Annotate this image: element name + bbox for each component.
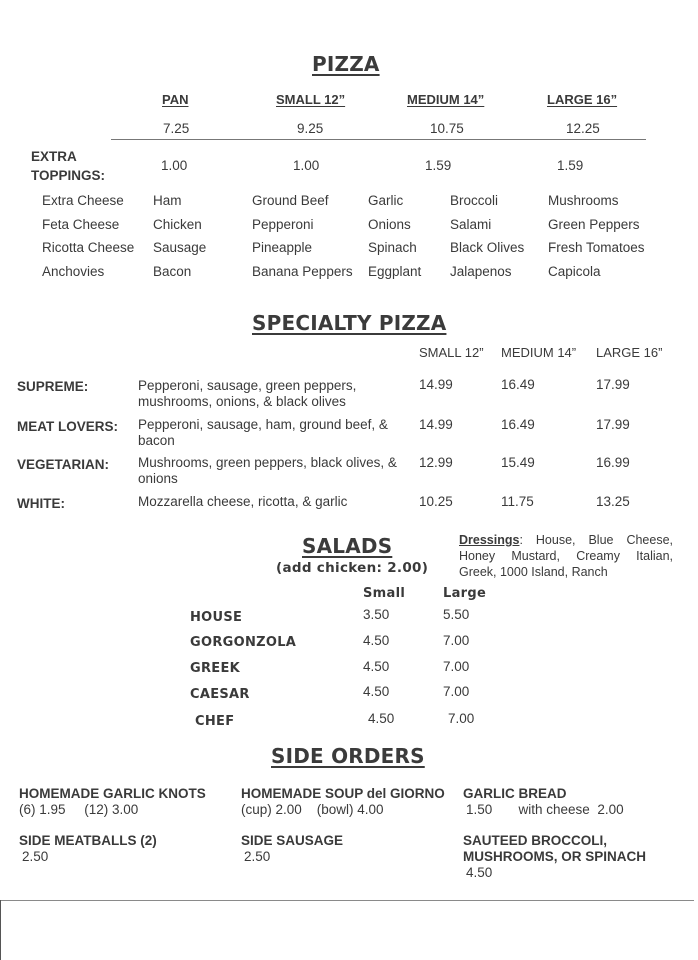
- dressings-note: [459, 532, 673, 580]
- extra-toppings-label-1: EXTRA: [31, 149, 77, 164]
- specialty-price-large: 13.25: [596, 494, 630, 509]
- specialty-name: MEAT LOVERS:: [17, 419, 118, 434]
- salad-size-large: Large: [443, 586, 487, 601]
- price-pan: 7.25: [163, 121, 190, 136]
- specialty-size-small: SMALL 12”: [419, 345, 484, 360]
- salad-name: CHEF: [195, 714, 235, 729]
- side-name: GARLIC BREAD: [463, 786, 567, 801]
- specialty-price-large: 17.99: [596, 377, 630, 392]
- topping: Ricotta Cheese: [42, 240, 135, 255]
- size-pan: PAN: [162, 92, 189, 107]
- topping: Banana Peppers: [252, 264, 353, 279]
- price-large: 12.25: [566, 121, 600, 136]
- topping: Black Olives: [450, 240, 525, 255]
- specialty-price-medium: 16.49: [501, 377, 535, 392]
- topping: Pineapple: [252, 240, 313, 255]
- side-name: HOMEMADE SOUP del GIORNO: [241, 786, 445, 801]
- specialty-price-small: 12.99: [419, 455, 453, 470]
- salad-price-large: 5.50: [443, 607, 470, 622]
- topping-price-medium: 1.59: [425, 158, 452, 173]
- salads-subtitle: (add chicken: 2.00): [276, 560, 429, 576]
- price-medium: 10.75: [430, 121, 464, 136]
- topping: Ham: [153, 193, 182, 208]
- topping-price-pan: 1.00: [161, 158, 188, 173]
- topping: Chicken: [153, 217, 202, 232]
- topping: Feta Cheese: [42, 217, 120, 232]
- salad-price-small: 4.50: [363, 659, 390, 674]
- side-name: HOMEMADE GARLIC KNOTS: [19, 786, 206, 801]
- salads-heading: SALADS: [302, 534, 393, 558]
- side-name: SAUTEED BROCCOLI,: [463, 833, 608, 848]
- specialty-name: SUPREME:: [17, 379, 89, 394]
- salad-price-large: 7.00: [443, 684, 470, 699]
- salad-price-small: 4.50: [363, 684, 390, 699]
- salad-price-small: 3.50: [363, 607, 390, 622]
- topping: Sausage: [153, 240, 207, 255]
- topping-price-large: 1.59: [557, 158, 584, 173]
- topping: Pepperoni: [252, 217, 314, 232]
- specialty-size-medium: MEDIUM 14”: [501, 345, 577, 360]
- side-orders-heading: SIDE ORDERS: [271, 744, 425, 768]
- specialty-price-small: 14.99: [419, 417, 453, 432]
- specialty-price-small: 14.99: [419, 377, 453, 392]
- pizza-heading: PIZZA: [312, 52, 380, 76]
- size-large: LARGE 16”: [547, 92, 618, 107]
- size-small: SMALL 12”: [276, 92, 346, 107]
- page-edge-line: [0, 900, 694, 901]
- specialty-desc: Pepperoni, sausage, ham, ground beef, & bacon: [138, 417, 388, 448]
- size-medium: MEDIUM 14”: [407, 92, 485, 107]
- specialty-price-medium: 15.49: [501, 455, 535, 470]
- salad-price-large: 7.00: [443, 633, 470, 648]
- dressings-list: : House, Blue Cheese, Honey Mustard, Creamy Italian, Greek, 1000 Island, Ranch: [459, 533, 673, 579]
- topping: Spinach: [368, 240, 417, 255]
- salad-name: GREEK: [190, 661, 241, 676]
- specialty-name: VEGETARIAN:: [17, 457, 110, 472]
- specialty-price-medium: 11.75: [501, 494, 534, 509]
- side-price: 2.50: [244, 849, 271, 864]
- side-price: 2.50: [22, 849, 49, 864]
- specialty-desc: Mushrooms, green peppers, black olives, & onions: [138, 455, 397, 486]
- topping: Jalapenos: [450, 264, 512, 279]
- topping: Green Peppers: [548, 217, 640, 232]
- salad-name: CAESAR: [190, 687, 250, 702]
- specialty-pizza-heading: SPECIALTY PIZZA: [252, 311, 447, 335]
- topping: Onions: [368, 217, 411, 232]
- extra-toppings-label-2: TOPPINGS:: [31, 168, 106, 183]
- page-edge-left: [0, 900, 1, 960]
- topping: Salami: [450, 217, 492, 232]
- specialty-desc: Pepperoni, sausage, green peppers, mushrooms, onions, & black olives: [138, 378, 357, 409]
- specialty-name: WHITE:: [17, 496, 65, 511]
- side-price: (cup) 2.00 (bowl) 4.00: [241, 802, 384, 817]
- topping: Capicola: [548, 264, 601, 279]
- salad-name: HOUSE: [190, 610, 243, 625]
- salad-price-large: 7.00: [448, 711, 475, 726]
- side-price: (6) 1.95 (12) 3.00: [19, 802, 139, 817]
- specialty-desc: Mozzarella cheese, ricotta, & garlic: [138, 494, 348, 509]
- topping: Mushrooms: [548, 193, 619, 208]
- specialty-price-small: 10.25: [419, 494, 453, 509]
- topping: Extra Cheese: [42, 193, 124, 208]
- specialty-size-large: LARGE 16”: [596, 345, 663, 360]
- price-small: 9.25: [297, 121, 324, 136]
- salad-price-small: 4.50: [368, 711, 395, 726]
- topping: Bacon: [153, 264, 192, 279]
- topping-price-small: 1.00: [293, 158, 320, 173]
- side-price: 4.50: [466, 865, 493, 880]
- specialty-price-medium: 16.49: [501, 417, 535, 432]
- side-name-line2: MUSHROOMS, OR SPINACH: [463, 849, 647, 864]
- topping: Anchovies: [42, 264, 105, 279]
- side-name: SIDE MEATBALLS (2): [19, 833, 157, 848]
- salad-name: GORGONZOLA: [190, 635, 297, 650]
- side-name: SIDE SAUSAGE: [241, 833, 344, 848]
- topping: Broccoli: [450, 193, 499, 208]
- topping: Eggplant: [368, 264, 422, 279]
- dressings-label: Dressings: [459, 533, 520, 547]
- salad-price-large: 7.00: [443, 659, 470, 674]
- side-price: 1.50 with cheese 2.00: [466, 802, 624, 817]
- specialty-price-large: 16.99: [596, 455, 630, 470]
- specialty-price-large: 17.99: [596, 417, 630, 432]
- topping: Ground Beef: [252, 193, 329, 208]
- salad-price-small: 4.50: [363, 633, 390, 648]
- topping: Fresh Tomatoes: [548, 240, 645, 255]
- salad-size-small: Small: [363, 586, 406, 601]
- topping: Garlic: [368, 193, 404, 208]
- divider-line: [111, 139, 646, 140]
